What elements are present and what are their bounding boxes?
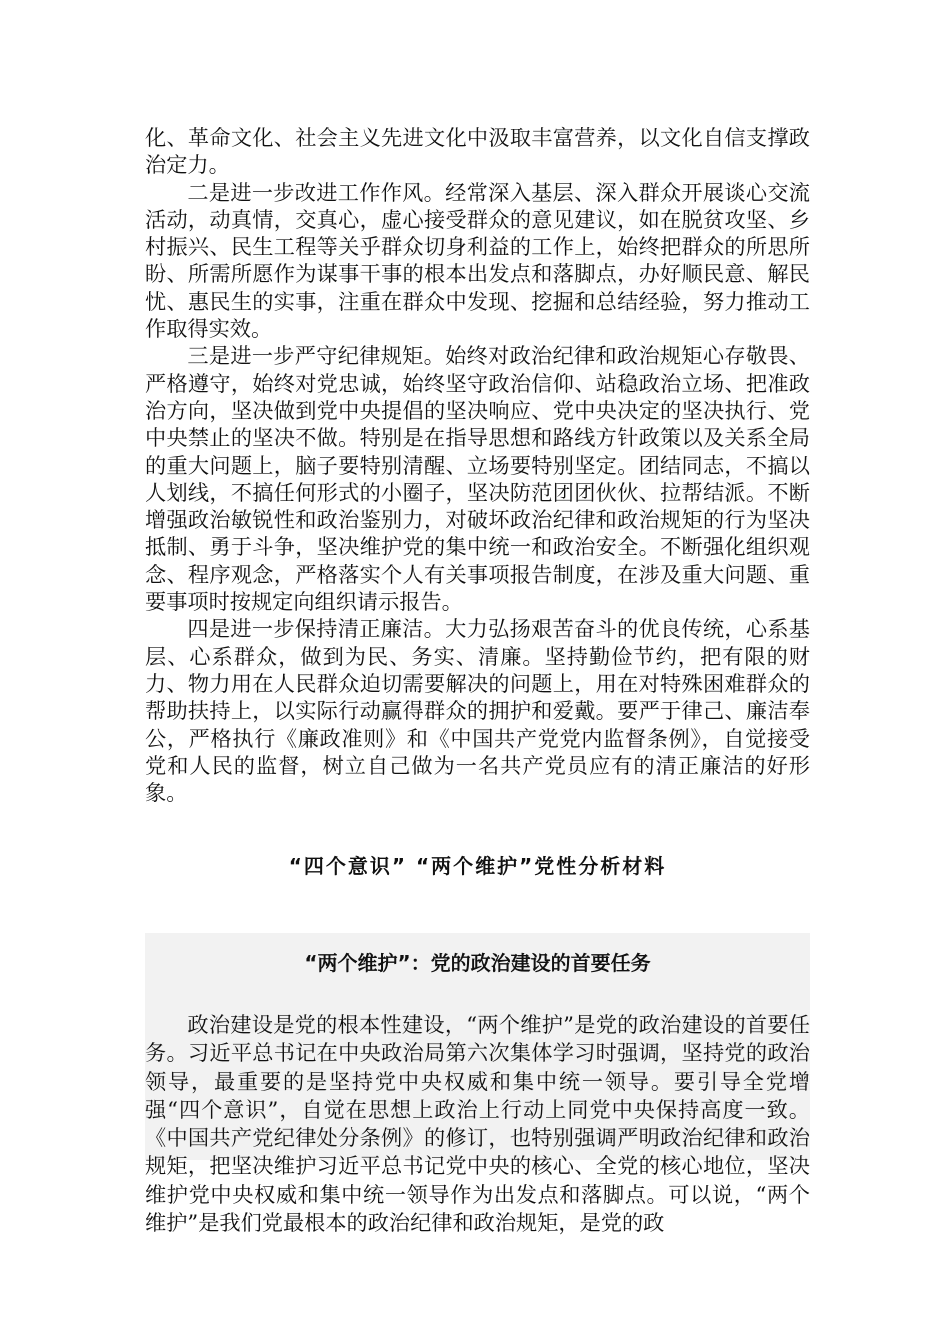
- document-title: “四个意识” “两个维护”党性分析材料: [288, 854, 667, 878]
- paragraph-political-construction: 政治建设是党的根本性建设，“两个维护”是党的政治建设的首要任务。习近平总书记在中央政治局第六次集体学习时强调，坚持党的政治领导，最重要的是坚持党中央权威和集中统一领导。要引导全党增强“四个意识”，自觉在思想上政治上行动上同党中央保持高度一致。《中国共产党纪律处分条例》的修订，也特别强调严明政治纪律和政治规矩，把坚决维护习近平总书记党中央的核心、全党的核心地位，坚决维护党中央权威和集中统一领导作为出发点和落脚点。可以说，“两个维护”是我们党最根本的政治纪律和政治规矩，是党的政: [145, 1012, 810, 1236]
- body-text-bottom: [145, 1011, 810, 1237]
- body-text-top: [145, 124, 810, 806]
- paragraph-discipline: 三是进一步严守纪律规矩。始终对政治纪律和政治规矩心存敬畏、严格遵守，始终对党忠诚，始终坚守政治信仰、站稳政治立场、把准政治方向，坚决做到党中央提倡的坚决响应、党中央决定的坚决执行、党中央禁止的坚决不做。特别是在指导思想和路线方针政策以及关系全局的重大问题上，脑子要特别清醒、立场要特别坚定。团结同志，不搞以人划线，不搞任何形式的小圈子，坚决防范团团伙伙、拉帮结派。不断增强政治敏锐性和政治鉴别力，对破坏政治纪律和政治规矩的行为坚决抵制、勇于斗争，坚决维护党的集中统一和政治安全。不断强化组织观念、程序观念，严格落实个人有关事项报告制度，在涉及重大问题、重要事项时按规定向组织请示报告。: [145, 343, 810, 615]
- paragraph-integrity: 四是进一步保持清正廉洁。大力弘扬艰苦奋斗的优良传统，心系基层、心系群众，做到为民、务实、清廉。坚持勤俭节约，把有限的财力、物力用在人民群众迫切需要解决的问题上，用在对特殊困难群众的帮助扶持上，以实际行动赢得群众的拥护和爱戴。要严于律己、廉洁奉公，严格执行《廉政准则》和《中国共产党党内监督条例》，自觉接受党和人民的监督，树立自己做为一名共产党员应有的清正廉洁的好形象。: [145, 616, 810, 806]
- section-title: “两个维护”：党的政治建设的首要任务: [304, 951, 651, 975]
- paragraph-work-style: 二是进一步改进工作作风。经常深入基层、深入群众开展谈心交流活动，动真情，交真心，虚心接受群众的意见建议，如在脱贫攻坚、乡村振兴、民生工程等关乎群众切身利益的工作上，始终把群众的所思所盼、所需所愿作为谋事干事的根本出发点和落脚点，办好顺民意、解民忧、惠民生的实事，注重在群众中发现、挖掘和总结经验，努力推动工作取得实效。: [145, 179, 810, 342]
- paragraph-continuation: 化、革命文化、社会主义先进文化中汲取丰富营养，以文化自信支撑政治定力。: [145, 125, 810, 178]
